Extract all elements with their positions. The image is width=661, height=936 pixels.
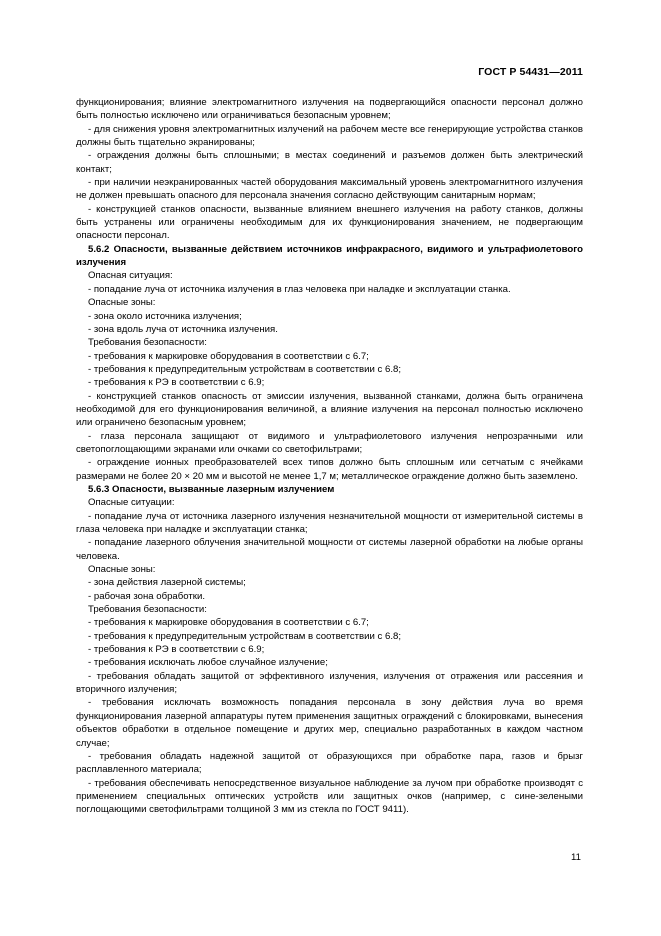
paragraph: функционирования; влияние электромагнитного излучения на подвергающийся опасности персонал должно быть полностью исключено или ограничиваться безопасным уровнем; xyxy=(76,97,583,122)
paragraph: - попадание лазерного облучения значительной мощности от системы лазерной обработки на любые органы человека. xyxy=(76,537,583,562)
doc-code-header: ГОСТ Р 54431—2011 xyxy=(478,66,583,78)
section-heading: 5.6.3 Опасности, вызванные лазерным излучением xyxy=(88,483,335,495)
paragraph: - зона действия лазерной системы; xyxy=(88,577,246,589)
paragraph: - требования обладать надежной защитой от образующихся при обработке пара, газов и брызг расплавленного материала; xyxy=(76,750,583,776)
paragraph: - зона вдоль луча от источника излучения. xyxy=(88,323,278,335)
paragraph: - требования к предупредительным устройствам в соответствии с 6.8; xyxy=(88,630,402,642)
paragraph: - глаза персонала защищают от видимого и ультрафиолетового излучения непрозрачными или светопоглощающими экранами или очками со светофильтрами; xyxy=(76,430,583,455)
paragraph: - ограждения должны быть сплошными; в местах соединений и разъемов должен быть электрический контакт; xyxy=(76,150,583,175)
page-number: 11 xyxy=(571,852,581,863)
paragraph: - конструкцией станков опасность от эмиссии излучения, вызванной станками, должна быть ограничена необходимой для его функционирования величиной, а влияние излучения на персонал полностью исключено или ограничено безопасным уровнем; xyxy=(76,390,583,429)
paragraph: Требования безопасности: xyxy=(88,604,207,616)
paragraph: - попадание луча от источника лазерного излучения незначительной мощности от измерительной системы в глаза человека при наладке и эксплуатации станка; xyxy=(76,510,583,535)
paragraph: - требования исключать возможность попадания персонала в зону действия луча во время функционирования лазерной аппаратуры путем применения защитных ограждений с блокировками, вынесения объектов обработки в отдельное помещение и других мер, специально разработанных в каждом частном случае; xyxy=(76,697,583,749)
paragraph: - требования исключать любое случайное излучение; xyxy=(88,657,328,669)
paragraph: - требования обеспечивать непосредственное визуальное наблюдение за лучом при обработке производят с применением специальных оптических устройств или защитных очков (например, с сине-зелеными поглощающими светофильтрами толщиной 3 мм из стекла по ГОСТ 9411). xyxy=(76,777,583,816)
paragraph: - требования к РЭ в соответствии с 6.9; xyxy=(88,644,265,656)
paragraph: Опасные зоны: xyxy=(88,564,156,576)
paragraph: - требования к маркировке оборудования в соответствии с 6.7; xyxy=(88,350,369,362)
paragraph: - ограждение ионных преобразователей всех типов должно быть сплошным или сетчатым с ячейками размерами не более 20 × 20 мм и высотой не менее 1,7 м; металлическое ограждение должно быть заземлено. xyxy=(76,457,583,482)
paragraph: Опасные ситуации: xyxy=(88,497,175,509)
paragraph: Опасные зоны: xyxy=(88,297,156,309)
paragraph: - попадание луча от источника излучения в глаз человека при наладке и эксплуатации станка. xyxy=(88,283,511,295)
paragraph: - конструкцией станков опасности, вызванные влиянием внешнего излучения на работу станков, должны быть устранены или ограничены необходимым для их функционирования значением, не подвергающим опасности персонал. xyxy=(76,203,583,242)
paragraph: - рабочая зона обработки. xyxy=(88,590,206,602)
paragraph: - зона около источника излучения; xyxy=(88,310,242,322)
paragraph: - требования к предупредительным устройствам в соответствии с 6.8; xyxy=(88,363,402,375)
section-heading: 5.6.2 Опасности, вызванные действием источников инфракрасного, видимого и ультрафиолетового излучения xyxy=(76,243,583,269)
paragraph: - требования к РЭ в соответствии с 6.9; xyxy=(88,377,265,389)
paragraph: Требования безопасности: xyxy=(88,337,207,349)
paragraph: - требования обладать защитой от эффективного излучения, излучения от отражения или рассеяния и вторичного излучения; xyxy=(76,670,583,696)
paragraph: - при наличии неэкранированных частей оборудования максимальный уровень электромагнитного излучения не должен превышать опасного для персонала значения согласно действующим санитарным нормам; xyxy=(76,177,583,202)
paragraph: - требования к маркировке оборудования в соответствии с 6.7; xyxy=(88,617,369,629)
paragraph: Опасная ситуация: xyxy=(88,270,173,282)
paragraph: - для снижения уровня электромагнитных излучений на рабочем месте все генерирующие устройства станков должны быть тщательно экранированы; xyxy=(76,123,583,149)
document-body xyxy=(76,96,583,817)
